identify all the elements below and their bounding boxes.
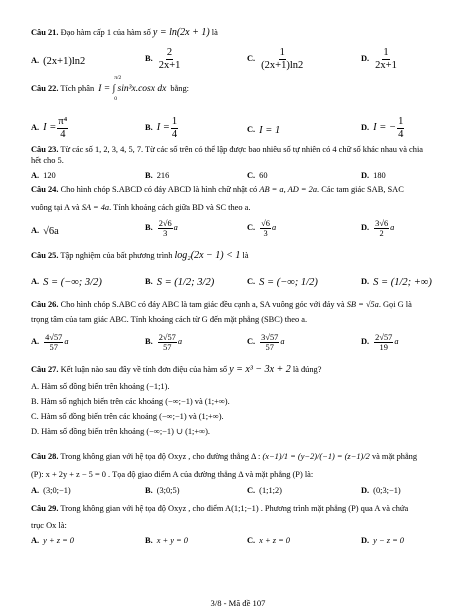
option-b[interactable] <box>145 171 169 182</box>
question-text: Tập nghiệm của bất phương trình <box>60 251 173 260</box>
math-expr: (x−1)/1 = (y−2)/(−1) = (z−1)/2 <box>262 452 370 461</box>
fraction <box>158 333 177 352</box>
question-number: Câu 25. <box>31 251 59 260</box>
option-c[interactable] <box>247 124 280 137</box>
option-label: C. <box>247 171 256 180</box>
math-expr: log₂(2x − 1) < 1 <box>174 250 241 261</box>
option-d[interactable] <box>361 333 399 352</box>
numerator: π⁴ <box>58 116 68 127</box>
question-text: hết cho 5. <box>31 155 64 165</box>
option-value: S = (1/2; +∞) <box>373 277 432 288</box>
option-text: D. Hàm số đồng biến trên khoảng (−∞;−1) ∪ (1;+∞). <box>31 427 210 436</box>
option-label: C. <box>247 337 256 347</box>
question-number: Câu 22. <box>31 84 59 93</box>
option-label: A. <box>31 536 40 545</box>
integral-lower: 0 <box>114 96 117 102</box>
question-number: Câu 28. <box>31 452 59 461</box>
numerator: √6 <box>261 219 270 228</box>
option-c[interactable] <box>31 412 455 423</box>
option-value: S = (−∞; 3/2) <box>43 277 102 288</box>
math-expr: y = x³ − 3x + 2 <box>229 364 291 375</box>
option-value: x + y = 0 <box>156 536 188 545</box>
question-text: bằng: <box>170 84 190 93</box>
option-label: B. <box>145 171 153 180</box>
question-29-line2 <box>31 521 455 532</box>
option-b[interactable] <box>145 219 178 238</box>
question-28-line2 <box>31 470 455 481</box>
option-value: 120 <box>43 171 56 180</box>
option-label: B. <box>145 486 153 495</box>
option-label: C. <box>247 53 256 63</box>
question-29 <box>31 504 455 515</box>
variable: a <box>177 337 183 347</box>
option-lhs: I = − <box>373 122 397 134</box>
math-expr: SB = √5a <box>346 300 379 309</box>
fraction <box>374 47 398 71</box>
question-text: là <box>242 251 249 260</box>
question-text: Đạo hàm cấp 1 của hàm số <box>60 28 151 37</box>
option-text: A. Hàm số đồng biến trên khoảng (−1;1). <box>31 382 170 391</box>
option-text: B. Hàm số nghịch biến trên các khoảng (−∞;−1) và (1;+∞). <box>31 397 230 406</box>
option-label: D. <box>361 337 370 347</box>
variable: a <box>390 223 395 233</box>
fraction <box>44 333 63 352</box>
option-text: C. Hàm số đồng biến trên các khoảng (−∞;−1) và (1;+∞). <box>31 412 224 421</box>
variable: a <box>64 337 69 347</box>
question-text: . Tính khoảng cách giữa BD và SC theo a. <box>109 203 251 212</box>
fraction <box>158 47 182 71</box>
option-value: (3;0;5) <box>156 486 180 495</box>
option-c[interactable] <box>247 486 282 497</box>
question-number: Câu 23. <box>31 145 59 154</box>
option-b[interactable] <box>145 47 182 71</box>
math-expr: AB = a, AD = 2a <box>259 185 318 194</box>
option-value: I = 1 <box>259 125 281 136</box>
question-text: trọng tâm của tam giác ABC. Tính khoảng cách từ G đến mặt phẳng (SBC) theo a. <box>31 315 308 324</box>
numerator: 2√57 <box>375 333 393 342</box>
math-expr: I = ∫ sin³x.cosx dx <box>98 84 167 94</box>
numerator: 1 <box>398 116 404 127</box>
option-label: C. <box>247 277 256 287</box>
question-text: Trong không gian với hệ tọa độ Oxyz , cho điểm A(1;1;−1) . Phương trình mặt phẳng (P) qua A và chứa <box>60 504 409 513</box>
option-value: (3;0;−1) <box>43 486 71 495</box>
denominator: 57 <box>49 343 58 353</box>
option-label: D. <box>361 277 370 287</box>
question-text: Trong không gian với hệ tọa độ Oxyz , cho đường thẳng Δ : <box>60 452 261 461</box>
question-text: và mặt phẳng <box>371 452 418 461</box>
option-value: y + z = 0 <box>43 536 74 545</box>
question-text: . Gọi G là <box>378 300 412 309</box>
question-text: Từ các số 1, 2, 3, 4, 5, 7. Từ các số trên có thể lập được bao nhiêu số tự nhiên có 4 chữ số khác nhau và chia <box>60 145 423 154</box>
fraction <box>260 219 271 238</box>
integral-expr <box>96 75 168 102</box>
option-d[interactable] <box>361 276 432 289</box>
option-label: D. <box>361 53 370 63</box>
variable: a <box>173 223 178 233</box>
options-29 <box>31 536 455 560</box>
denominator: 3 <box>163 229 168 239</box>
fraction <box>260 47 304 71</box>
question-text: (P): x + 2y + z − 5 = 0 . Tọa độ giao điểm A của đường thẳng Δ và mặt phẳng (P) là: <box>31 470 314 479</box>
option-b[interactable] <box>31 397 455 408</box>
options-25 <box>31 276 455 300</box>
numerator: 2 <box>166 47 173 58</box>
question-number: Câu 21. <box>31 28 59 37</box>
question-24-line2 <box>31 203 455 214</box>
question-text: Tích phân <box>60 84 95 93</box>
fraction <box>158 219 173 238</box>
fraction <box>260 333 279 352</box>
option-value: 180 <box>373 171 386 180</box>
denominator: 2x+1 <box>158 59 181 71</box>
numerator: 2√57 <box>158 333 176 342</box>
denominator: 57 <box>265 343 274 353</box>
variable: a <box>271 223 277 233</box>
options-22 <box>31 116 455 140</box>
question-text: là <box>211 28 218 37</box>
variable: a <box>280 337 285 347</box>
option-c[interactable] <box>247 276 318 289</box>
numerator: 4√57 <box>45 333 63 342</box>
page-footer: 3/8 - Mã đề 107 <box>210 598 266 608</box>
numerator: 3√6 <box>375 219 389 228</box>
question-number: Câu 29. <box>31 504 59 513</box>
option-value: x + z = 0 <box>259 536 290 545</box>
question-number: Câu 26. <box>31 300 59 309</box>
option-b[interactable] <box>145 116 179 140</box>
option-a[interactable] <box>31 333 69 352</box>
option-value: 216 <box>156 171 170 180</box>
option-c[interactable] <box>247 333 285 352</box>
option-a[interactable] <box>31 486 71 497</box>
option-lhs: I = <box>156 122 170 134</box>
fraction <box>374 333 393 352</box>
question-28 <box>31 452 455 463</box>
option-label: D. <box>361 486 370 495</box>
numerator: 1 <box>383 47 389 58</box>
math-expr: SA = 4a <box>81 203 110 212</box>
fraction <box>397 116 404 140</box>
option-label: A. <box>31 171 40 180</box>
option-label: A. <box>31 122 40 132</box>
option-c[interactable] <box>247 219 276 238</box>
option-label: A. <box>31 277 40 287</box>
variable: a <box>394 337 399 347</box>
numerator: 1 <box>171 116 178 127</box>
option-label: A. <box>31 337 40 347</box>
option-value: S = (1/2; 3/2) <box>156 277 215 288</box>
option-value: y − z = 0 <box>373 536 404 545</box>
option-d[interactable] <box>361 171 386 182</box>
option-d[interactable] <box>361 116 405 140</box>
numerator: 2√6 <box>158 219 172 228</box>
question-text: Cho hình chóp S.ABC có đáy ABC là tam giác đều cạnh a, SA vuông góc với đáy và <box>60 300 345 309</box>
option-a[interactable] <box>31 276 102 289</box>
option-label: B. <box>145 223 153 233</box>
option-d[interactable] <box>361 536 404 547</box>
options-21 <box>31 47 455 71</box>
option-b[interactable] <box>145 333 182 352</box>
fraction <box>57 116 68 140</box>
option-a[interactable] <box>31 536 74 547</box>
option-value: (0;3;−1) <box>373 486 401 495</box>
denominator: 2 <box>379 229 384 239</box>
math-expr: y = ln(2x + 1) <box>152 27 210 38</box>
denominator: 4 <box>60 128 66 140</box>
options-24 <box>31 219 455 243</box>
option-value: 60 <box>259 171 268 180</box>
fraction <box>171 116 178 140</box>
option-d[interactable] <box>31 427 455 438</box>
option-a[interactable] <box>31 225 59 238</box>
option-label: C. <box>247 125 256 135</box>
option-a[interactable] <box>31 382 455 393</box>
option-c[interactable] <box>247 171 268 182</box>
question-21 <box>31 27 455 40</box>
option-label: B. <box>145 277 153 287</box>
option-value: (2x+1)ln2 <box>43 56 86 67</box>
question-text: Cho hình chóp S.ABCD có đáy ABCD là hình chữ nhật có <box>60 185 258 194</box>
question-number: Câu 27. <box>31 365 59 374</box>
option-label: C. <box>247 536 256 545</box>
option-d[interactable] <box>361 486 401 497</box>
question-number: Câu 24. <box>31 185 59 194</box>
denominator: 4 <box>398 128 404 140</box>
question-text: . Các tam giác SAB, SAC <box>317 185 404 194</box>
option-label: A. <box>31 56 40 66</box>
option-value: √6a <box>43 226 59 237</box>
denominator: (2x+1)ln2 <box>261 59 304 71</box>
fraction <box>374 219 389 238</box>
options-26 <box>31 333 455 357</box>
option-b[interactable] <box>145 536 188 547</box>
option-label: D. <box>361 122 370 132</box>
denominator: 57 <box>163 343 172 353</box>
option-label: C. <box>247 223 256 233</box>
option-label: A. <box>31 486 40 495</box>
question-text: trục Ox là: <box>31 521 67 530</box>
option-b[interactable] <box>145 486 179 497</box>
option-c[interactable] <box>247 536 290 547</box>
question-25 <box>31 250 455 263</box>
option-d[interactable] <box>361 47 399 71</box>
option-a[interactable] <box>31 55 85 68</box>
option-label: C. <box>247 486 256 495</box>
option-a[interactable] <box>31 171 56 182</box>
option-label: A. <box>31 226 40 236</box>
option-label: B. <box>145 53 153 63</box>
question-text: Kết luận nào sau đây về tính đơn điệu của hàm số <box>60 365 228 374</box>
option-value: S = (−∞; 1/2) <box>259 277 318 288</box>
question-text: vuông tại A và <box>31 203 80 212</box>
numerator: 3√57 <box>261 333 279 342</box>
option-label: D. <box>361 171 370 180</box>
numerator: 1 <box>279 47 285 58</box>
question-22 <box>31 75 455 102</box>
option-label: B. <box>145 536 153 545</box>
denominator: 19 <box>379 343 388 353</box>
option-label: B. <box>145 337 153 347</box>
option-lhs: I = <box>43 122 57 134</box>
denominator: 2x+1 <box>375 59 397 71</box>
option-b[interactable] <box>145 276 214 289</box>
option-value: (1;1;2) <box>259 486 282 495</box>
question-26-line2 <box>31 315 455 326</box>
question-23 <box>31 145 455 166</box>
option-label: D. <box>361 536 370 545</box>
option-label: D. <box>361 223 370 233</box>
integral-upper: π/2 <box>114 75 122 81</box>
question-26 <box>31 300 455 311</box>
option-c[interactable] <box>247 47 305 71</box>
option-d[interactable] <box>361 219 394 238</box>
question-27 <box>31 364 455 377</box>
option-a[interactable] <box>31 116 69 140</box>
question-24 <box>31 185 455 196</box>
denominator: 3 <box>263 229 268 239</box>
question-text: là đúng? <box>292 365 322 374</box>
denominator: 4 <box>171 128 178 140</box>
option-label: B. <box>145 122 153 132</box>
